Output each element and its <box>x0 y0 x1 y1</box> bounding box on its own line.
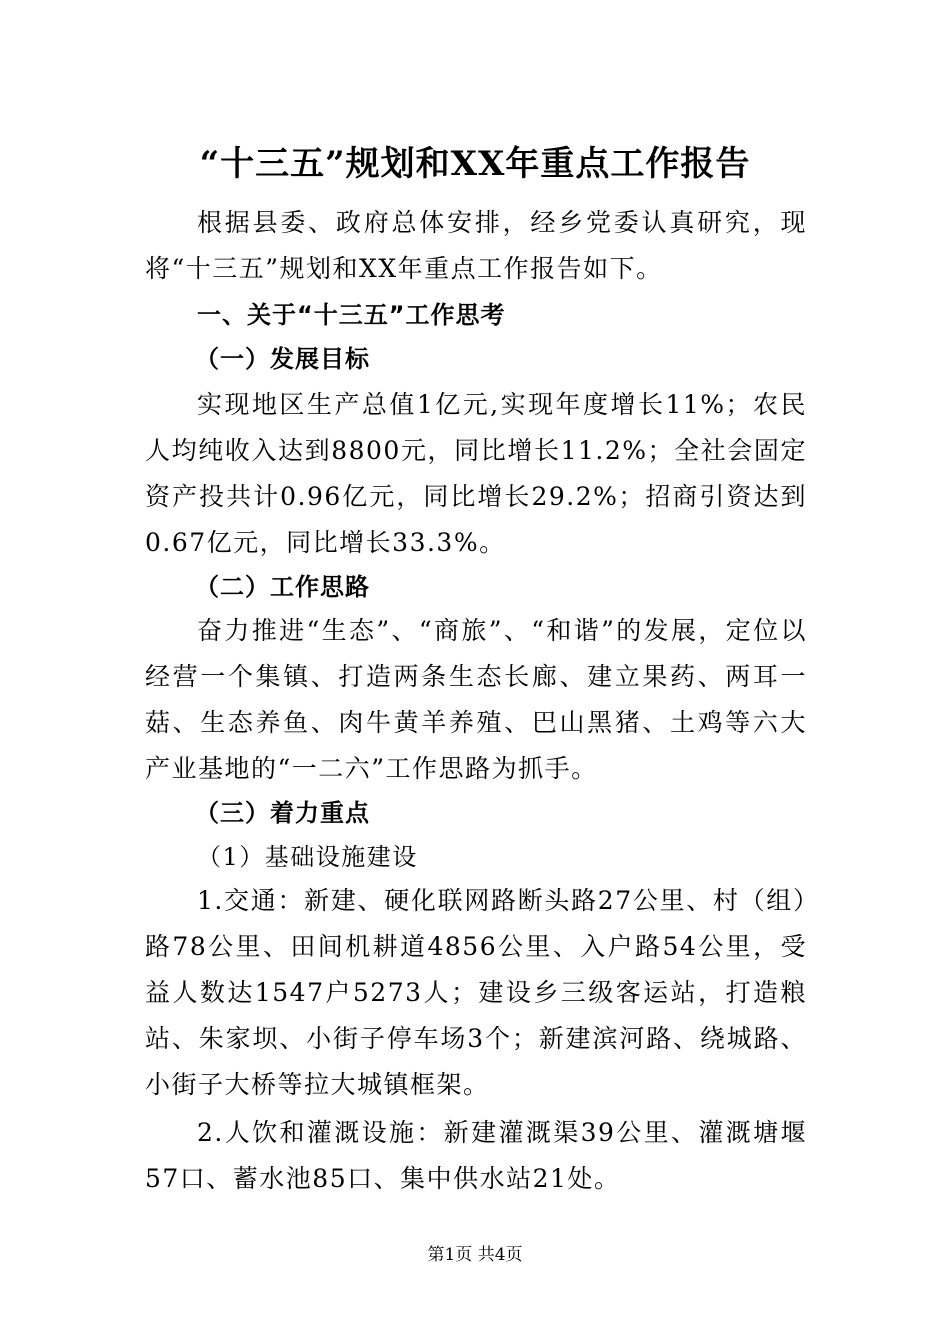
subsection-heading-approach: （二）工作思路 <box>195 573 370 601</box>
transport-paragraph: 1.交通：新建、硬化联网路断头路27公里、村（组）路78公里、田间机耕道4856公里、入户路54公里，受益人数达1547户5273人；建设乡三级客运站，打造粮站、朱家坝、小街子停车场3个；新建滨河路、绕城路、小街子大桥等拉大城镇框架。 <box>145 886 807 1099</box>
section-heading-1: 一、关于“十三五”工作思考 <box>197 301 506 329</box>
subsection-heading-goals: （一）发展目标 <box>195 345 370 373</box>
page-footer: 第1页 共4页 <box>427 1245 523 1265</box>
subsection-heading-focus: （三）着力重点 <box>195 799 370 827</box>
item-heading-infrastructure: （1）基础设施建设 <box>197 843 418 871</box>
intro-paragraph: 根据县委、政府总体安排，经乡党委认真研究，现将“十三五”规划和XX年重点工作报告如下。 <box>145 208 807 283</box>
irrigation-paragraph: 2.人饮和灌溉设施：新建灌溉渠39公里、灌溉塘堰57口、蓄水池85口、集中供水站21处。 <box>145 1118 807 1193</box>
goals-paragraph: 实现地区生产总值1亿元,实现年度增长11%；农民人均纯收入达到8800元，同比增长11.2%；全社会固定资产投共计0.96亿元，同比增长29.2%；招商引资达到0.67亿元，同比增长33.3%。 <box>145 390 807 557</box>
approach-paragraph: 奋力推进“生态”、“商旅”、“和谐”的发展，定位以经营一个集镇、打造两条生态长廊、建立果药、两耳一菇、生态养鱼、肉牛黄羊养殖、巴山黑猪、土鸡等六大产业基地的“一二六”工作思路为抓手。 <box>145 616 807 783</box>
document-title: “十三五”规划和XX年重点工作报告 <box>199 144 751 184</box>
